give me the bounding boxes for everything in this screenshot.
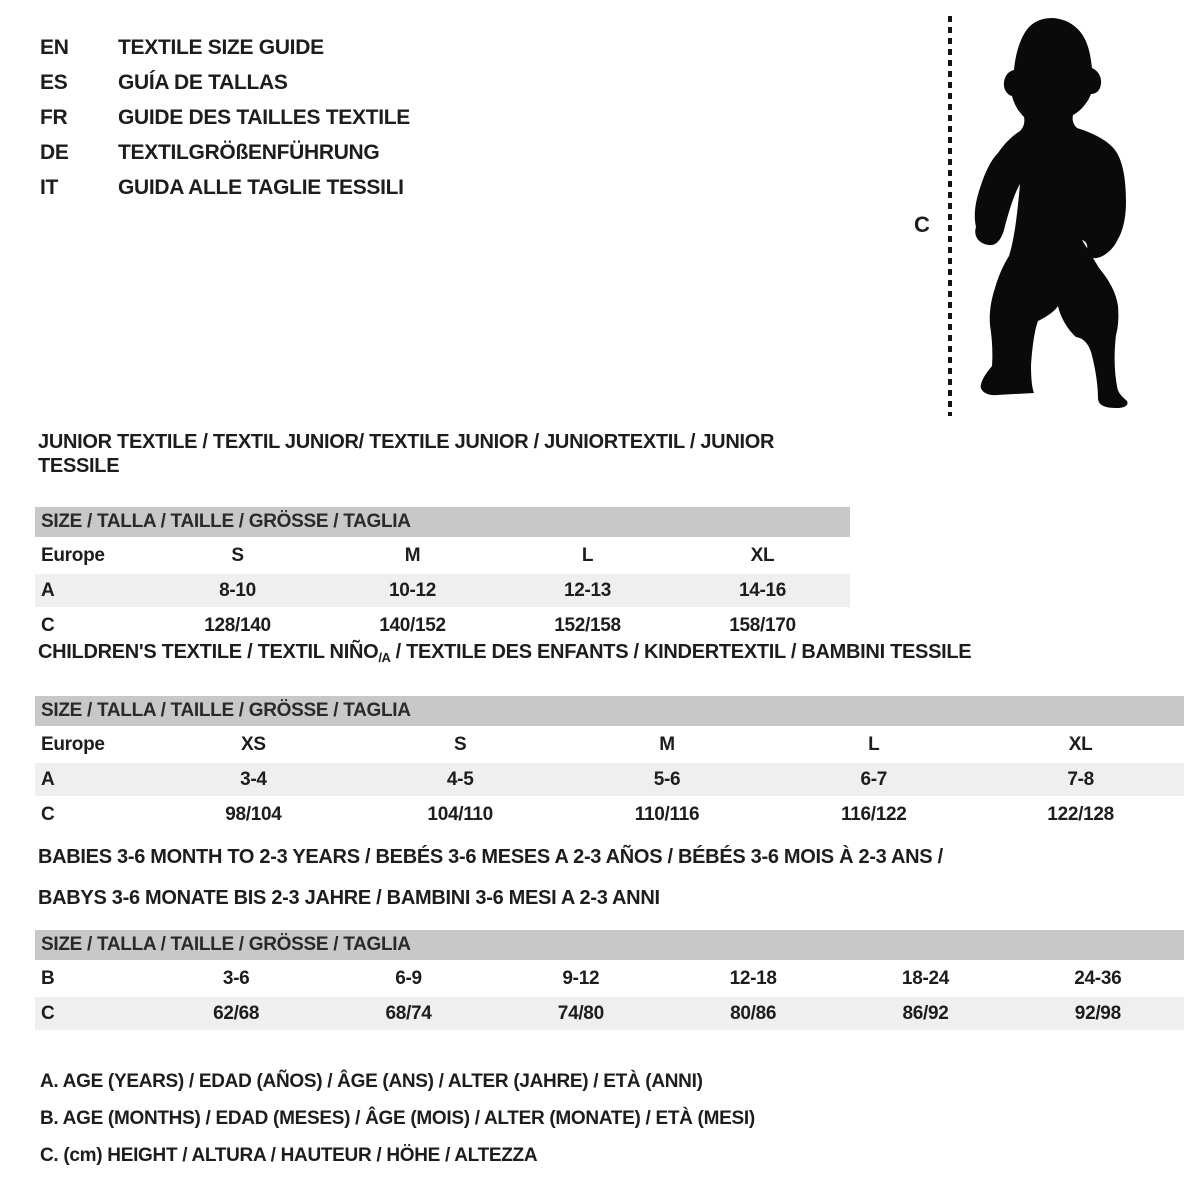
cell: 128/140 [204,614,271,636]
cell: 3-6 [222,967,250,989]
language-code: DE [40,141,69,164]
language-list [40,30,410,205]
legend-line-c: C. (cm) HEIGHT / ALTURA / HAUTEUR / HÖHE / ALTEZZA [40,1145,538,1166]
cell: 6-9 [395,967,422,989]
junior-textile-section [35,430,850,642]
size-header-bar: SIZE / TALLA / TAILLE / GRÖSSE / TAGLIA [35,696,1184,726]
row-label: C [41,803,55,825]
babies-textile-section [35,845,1184,1032]
babies-size-table [35,962,1184,1032]
cell: 12-18 [729,967,777,989]
table-row [35,728,1184,762]
cell: 8-10 [219,579,256,601]
cell: 5-6 [653,768,681,790]
cell: XS [241,733,266,755]
cell: 98/104 [225,803,282,825]
cell: S [231,544,244,566]
cell: L [868,733,880,755]
table-row [35,996,1184,1031]
cell: 152/158 [554,614,621,636]
language-code: FR [40,106,68,129]
cell: XL [1068,733,1093,755]
table-row [35,573,850,608]
toddler-silhouette-icon [963,14,1135,414]
cell: S [454,733,467,755]
row-label: A [41,768,55,790]
cell: 92/98 [1074,1002,1121,1024]
table-row [35,608,850,642]
size-header-bar: SIZE / TALLA / TAILLE / GRÖSSE / TAGLIA [35,507,850,537]
cell: 74/80 [557,1002,604,1024]
cell: 7-8 [1067,768,1094,790]
dimension-legend [40,1070,755,1181]
language-title: TEXTILGRÖßENFÜHRUNG [118,141,380,164]
size-header-bar: SIZE / TALLA / TAILLE / GRÖSSE / TAGLIA [35,930,1184,960]
cell: 9-12 [562,967,600,989]
language-title: GUIDE DES TAILLES TEXTILE [118,106,410,129]
table-row [35,762,1184,797]
language-row [40,65,410,100]
cell: M [404,544,421,566]
legend-line-a: A. AGE (YEARS) / EDAD (AÑOS) / ÂGE (ANS) / ALTER (JAHRE) / ETÀ (ANNI) [40,1071,703,1092]
cell: 4-5 [446,768,474,790]
language-row [40,170,410,205]
row-label: B [41,967,55,989]
title-text: / TEXTILE DES ENFANTS / KINDERTEXTIL / BAMBINI TESSILE [390,641,972,663]
language-row [40,100,410,135]
cell: 80/86 [730,1002,777,1024]
language-code: ES [40,71,68,94]
babies-section-title-line1: BABIES 3-6 MONTH TO 2-3 YEARS / BEBÉS 3-6 MESES A 2-3 AÑOS / BÉBÉS 3-6 MOIS À 2-3 ANS / [38,846,943,868]
language-code: IT [40,176,59,199]
cell: 158/170 [729,614,796,636]
cell: M [659,733,675,755]
cell: 12-13 [563,579,612,601]
row-label: Europe [41,544,105,566]
cell: 110/116 [634,803,700,825]
cell: 10-12 [388,579,437,601]
language-code: EN [40,36,69,59]
junior-section-title: JUNIOR TEXTILE / TEXTIL JUNIOR/ TEXTILE JUNIOR / JUNIORTEXTIL / JUNIOR TESSILE [38,431,775,477]
height-dimension-label: C [914,212,930,237]
row-label: A [41,579,55,601]
language-row [40,135,410,170]
cell: XL [750,544,775,566]
cell: 116/122 [841,803,907,825]
title-text: CHILDREN'S TEXTILE / TEXTIL NIÑO [38,641,379,663]
cell: 14-16 [738,579,787,601]
language-row [40,30,410,65]
cell: 86/92 [902,1002,949,1024]
row-label: Europe [41,733,105,755]
cell: 68/74 [385,1002,432,1024]
height-figure [900,0,1160,430]
row-label: C [41,614,55,636]
table-row [35,539,850,573]
height-measure-dashed-line [948,16,952,416]
childrens-section-title [35,640,1184,670]
cell: 62/68 [213,1002,260,1024]
cell: 18-24 [901,967,950,989]
junior-size-table [35,539,850,642]
language-title: GUIDA ALLE TAGLIE TESSILI [118,176,404,199]
cell: 3-4 [240,768,267,790]
cell: L [581,544,594,566]
title-subscript: /A [378,650,391,665]
cell: 24-36 [1074,967,1122,989]
legend-line-b: B. AGE (MONTHS) / EDAD (MESES) / ÂGE (MOIS) / ALTER (MONATE) / ETÀ (MESI) [40,1108,755,1129]
childrens-textile-section [35,640,1184,831]
cell: 6-7 [860,768,888,790]
table-row [35,962,1184,996]
language-title: TEXTILE SIZE GUIDE [118,36,324,59]
babies-section-title-line2: BABYS 3-6 MONATE BIS 2-3 JAHRE / BAMBINI 3-6 MESI A 2-3 ANNI [38,887,660,909]
cell: 140/152 [379,614,446,636]
cell: 104/110 [427,803,493,825]
row-label: C [41,1002,55,1024]
table-row [35,797,1184,831]
cell: 122/128 [1047,803,1114,825]
childrens-size-table [35,728,1184,831]
language-title: GUÍA DE TALLAS [118,71,288,94]
